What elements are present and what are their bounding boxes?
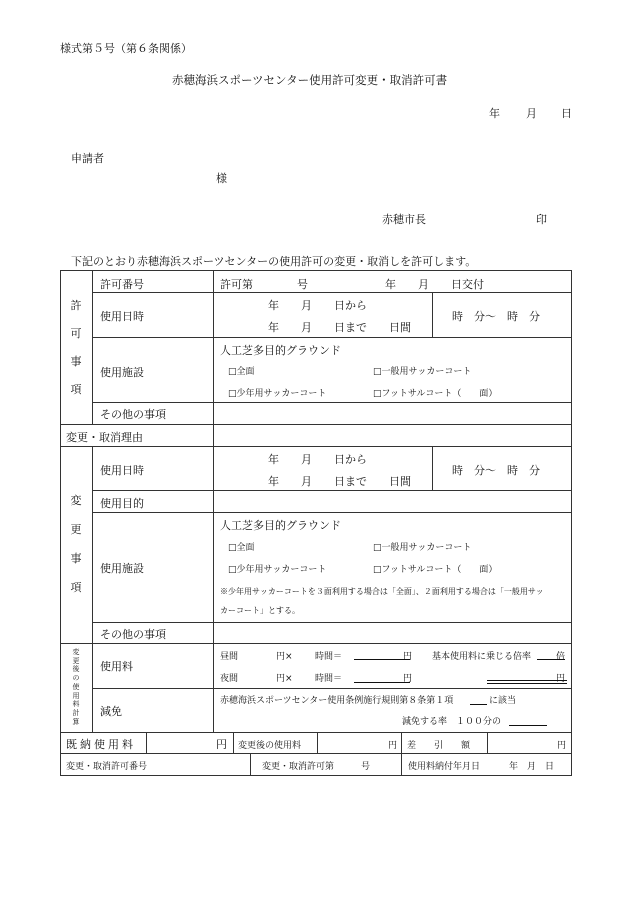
change-date-to: 年 月 日まで 日間 bbox=[268, 475, 411, 488]
fee-day-hours: 時間＝ bbox=[315, 652, 343, 662]
applicant-sama: 様 bbox=[216, 172, 227, 185]
permit-no-value: 変更・取消許可第 号 bbox=[262, 762, 371, 772]
date-month: 月 bbox=[526, 107, 537, 120]
paid-fee-label: 既納使用料 bbox=[66, 738, 136, 751]
fee-label: 使用料 bbox=[100, 660, 133, 673]
change-option-youth: □少年用サッカーコート bbox=[228, 565, 327, 575]
permit-number-value: 許可第 号 年 月 日交付 bbox=[220, 278, 484, 291]
reason-label: 変更・取消理由 bbox=[66, 431, 143, 444]
permit-option-all: □全面 bbox=[228, 367, 255, 377]
fee-night-yen-times: 円× bbox=[276, 674, 293, 684]
fee-night-yen: 円 bbox=[403, 674, 413, 684]
seal-mark: 印 bbox=[536, 213, 547, 226]
change-option-general: □一般用サッカーコート bbox=[373, 543, 472, 553]
permit-section-label-2: 可 bbox=[70, 327, 82, 340]
permit-section-label-3: 事 bbox=[70, 355, 82, 368]
fee-total-yen: 円 bbox=[556, 674, 566, 684]
paid-date-value: 年 月 日 bbox=[509, 762, 555, 772]
permit-option-general: □一般用サッカーコート bbox=[373, 367, 472, 377]
fee-calc-section-label: 変 更 後 の 使 用 料 計 算 bbox=[72, 648, 80, 726]
reduction-rule: 赤穂海浜スポーツセンター使用条例施行規則第８条第１項 bbox=[220, 696, 454, 706]
paid-date-label: 使用料納付年月日 bbox=[408, 762, 481, 772]
fee-multiplier-unit: 倍 bbox=[556, 652, 566, 662]
change-dates-label: 使用日時 bbox=[100, 464, 144, 477]
changed-fee-label: 変更後の使用料 bbox=[238, 741, 302, 751]
change-section-label-1: 変 bbox=[70, 494, 82, 507]
notice-text: 下記のとおり赤穂海浜スポーツセンターの使用許可の変更・取消しを許可します。 bbox=[71, 255, 477, 268]
form-number: 様式第５号（第６条関係） bbox=[60, 42, 192, 55]
permit-number-label: 許可番号 bbox=[100, 278, 144, 291]
fee-night-label: 夜間 bbox=[220, 674, 239, 684]
change-facility-label: 使用施設 bbox=[100, 562, 144, 575]
fee-multiplier-label: 基本使用料に乗じる倍率 bbox=[432, 652, 532, 662]
difference-yen: 円 bbox=[557, 741, 567, 751]
permit-facility-name: 人工芝多目的グラウンド bbox=[220, 344, 341, 357]
fee-day-yen: 円 bbox=[403, 652, 413, 662]
permit-dates-label: 使用日時 bbox=[100, 310, 144, 323]
applicant-label: 申請者 bbox=[71, 152, 104, 165]
permit-section-label-4: 項 bbox=[70, 383, 82, 396]
date-year: 年 bbox=[489, 107, 500, 120]
change-purpose-label: 使用目的 bbox=[100, 497, 144, 510]
permit-section-label-1: 許 bbox=[70, 299, 82, 312]
change-note-line2: カーコート」とする。 bbox=[220, 606, 300, 615]
document-title: 赤穂海浜スポーツセンター使用許可変更・取消許可書 bbox=[172, 73, 448, 87]
reduction-rate: 減免する率 １００分の bbox=[402, 717, 502, 727]
fee-day-yen-times: 円× bbox=[276, 652, 293, 662]
change-note-line1: ※少年用サッカーコートを３面利用する場合は「全面」、２面利用する場合は「一般用サッ bbox=[220, 587, 544, 596]
change-section-label-2: 更 bbox=[70, 523, 82, 536]
permit-facility-label: 使用施設 bbox=[100, 366, 144, 379]
issuer-mayor: 赤穂市長 bbox=[382, 213, 426, 226]
changed-fee-yen: 円 bbox=[388, 741, 398, 751]
permit-date-to: 年 月 日まで 日間 bbox=[268, 321, 411, 334]
change-option-futsal: □フットサルコート（ 面） bbox=[373, 565, 498, 575]
change-section-label-4: 項 bbox=[70, 581, 82, 594]
paid-fee-yen: 円 bbox=[216, 738, 227, 751]
permit-date-from: 年 月 日から bbox=[268, 299, 367, 312]
change-section-label-3: 事 bbox=[70, 552, 82, 565]
permit-option-futsal: □フットサルコート（ 面） bbox=[373, 389, 498, 399]
permit-no-label: 変更・取消許可番号 bbox=[66, 762, 148, 772]
fee-day-label: 昼間 bbox=[220, 652, 239, 662]
change-option-all: □全面 bbox=[228, 543, 255, 553]
date-day: 日 bbox=[561, 107, 572, 120]
difference-label: 差 引 額 bbox=[407, 741, 471, 751]
permit-option-youth: □少年用サッカーコート bbox=[228, 389, 327, 399]
permit-time-range: 時 分～ 時 分 bbox=[452, 310, 540, 323]
fee-night-hours: 時間＝ bbox=[315, 674, 343, 684]
change-facility-name: 人工芝多目的グラウンド bbox=[220, 519, 341, 532]
change-other-label: その他の事項 bbox=[100, 628, 166, 641]
reduction-applies: に該当 bbox=[489, 696, 517, 706]
change-date-from: 年 月 日から bbox=[268, 453, 367, 466]
change-time-range: 時 分～ 時 分 bbox=[452, 464, 540, 477]
reduction-label: 減免 bbox=[100, 705, 122, 718]
permit-other-label: その他の事項 bbox=[100, 408, 166, 421]
